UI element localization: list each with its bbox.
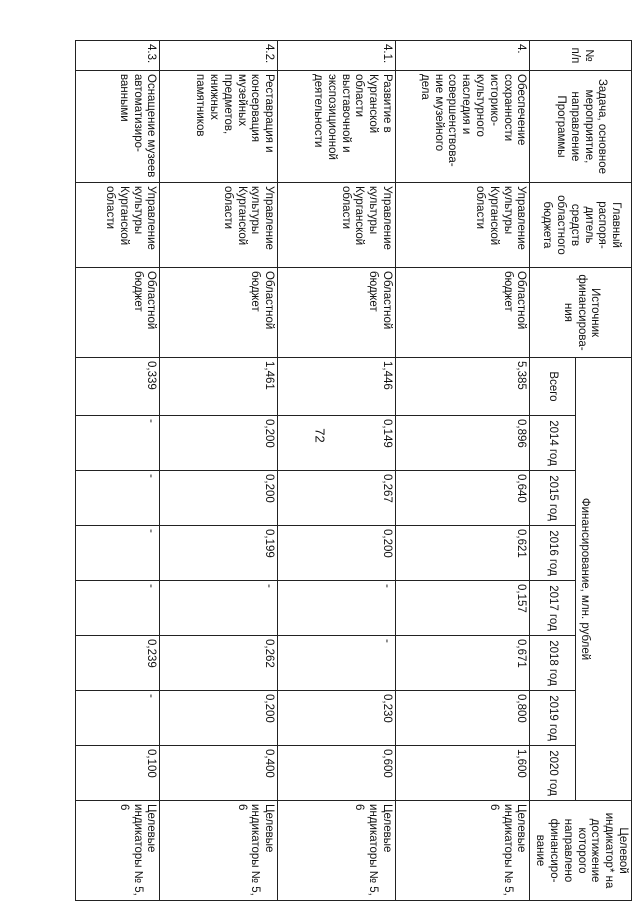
- row-manager: Управление культуры Курганской области: [76, 183, 160, 268]
- header-num: № п/п: [530, 41, 632, 71]
- row-value: -: [278, 581, 396, 636]
- row-value: 0,600: [278, 746, 396, 801]
- row-task: Развитие в Курганской области выставочной и экспозиционной деятельности: [278, 71, 396, 183]
- header-row-1: [575, 41, 631, 901]
- header-task: Задача, основное мероприятие, направление Программы: [530, 71, 632, 183]
- row-value: 0,149: [278, 416, 396, 471]
- row-value: 0,800: [395, 691, 530, 746]
- table-row: [278, 41, 396, 901]
- page-number: 72: [312, 428, 328, 443]
- row-source: Областной бюджет: [76, 268, 160, 358]
- row-value: 0,239: [76, 636, 160, 691]
- header-year: 2014 год: [530, 416, 575, 471]
- row-value: 0,267: [278, 471, 396, 526]
- table-row: [160, 41, 278, 901]
- row-task: Реставрация и консервация музейных предметов, книжных памятников: [160, 71, 278, 183]
- row-value: 0,400: [160, 746, 278, 801]
- row-value: 0,671: [395, 636, 530, 691]
- header-year: 2015 год: [530, 471, 575, 526]
- row-target: Целевые индикаторы № 5, 6: [395, 801, 530, 901]
- row-value: -: [278, 636, 396, 691]
- row-value: 0,100: [76, 746, 160, 801]
- header-target: Целевой индикатор* на достижение которого направлено финансиро-вание: [530, 801, 632, 901]
- row-task: Оснащение музеев автоматизиро-ванными: [76, 71, 160, 183]
- row-value: 0,896: [395, 416, 530, 471]
- header-year: 2016 год: [530, 526, 575, 581]
- row-value: 0,200: [160, 691, 278, 746]
- row-target: Целевые индикаторы № 5, 6: [76, 801, 160, 901]
- header-year: 2019 год: [530, 691, 575, 746]
- row-manager: Управление культуры Курганской области: [395, 183, 530, 268]
- row-target: Целевые индикаторы № 5, 6: [160, 801, 278, 901]
- row-value: -: [76, 526, 160, 581]
- row-value: -: [160, 581, 278, 636]
- row-source: Областной бюджет: [395, 268, 530, 358]
- table-row: [76, 41, 160, 901]
- header-source: Источник финансирова-ния: [530, 268, 632, 358]
- row-value: 0,199: [160, 526, 278, 581]
- header-manager: Главный распоря-дитель средств областного бюджета: [530, 183, 632, 268]
- row-value: -: [76, 471, 160, 526]
- financing-table: [75, 40, 632, 901]
- row-value: 0,621: [395, 526, 530, 581]
- row-num: 4.3.: [76, 41, 160, 71]
- row-value: 0,200: [160, 416, 278, 471]
- row-num: 4.: [395, 41, 530, 71]
- row-value: -: [76, 416, 160, 471]
- row-task: Обеспечение сохранности историко-культурного наследия и совершенствова-ние музейного дела: [395, 71, 530, 183]
- header-year: 2020 год: [530, 746, 575, 801]
- row-value: 0,262: [160, 636, 278, 691]
- row-value: 0,640: [395, 471, 530, 526]
- row-value: 0,230: [278, 691, 396, 746]
- row-value: 0,200: [278, 526, 396, 581]
- row-target: Целевые индикаторы № 5, 6: [278, 801, 396, 901]
- header-year: 2018 год: [530, 636, 575, 691]
- row-manager: Управление культуры Курганской области: [278, 183, 396, 268]
- row-source: Областной бюджет: [160, 268, 278, 358]
- row-total: 1,446: [278, 358, 396, 416]
- row-manager: Управление культуры Курганской области: [160, 183, 278, 268]
- header-year: 2017 год: [530, 581, 575, 636]
- row-total: 1,461: [160, 358, 278, 416]
- rotated-table-container: [87, 40, 632, 900]
- row-num: 4.1.: [278, 41, 396, 71]
- row-num: 4.2.: [160, 41, 278, 71]
- table-row: [395, 41, 530, 901]
- row-source: Областной бюджет: [278, 268, 396, 358]
- row-total: 0,339: [76, 358, 160, 416]
- row-total: 5,385: [395, 358, 530, 416]
- row-value: 1,600: [395, 746, 530, 801]
- header-financing: Финансирование, млн. рублей: [575, 358, 631, 801]
- row-value: -: [76, 691, 160, 746]
- row-value: -: [76, 581, 160, 636]
- row-value: 0,200: [160, 471, 278, 526]
- header-total: Всего: [530, 358, 575, 416]
- row-value: 0,157: [395, 581, 530, 636]
